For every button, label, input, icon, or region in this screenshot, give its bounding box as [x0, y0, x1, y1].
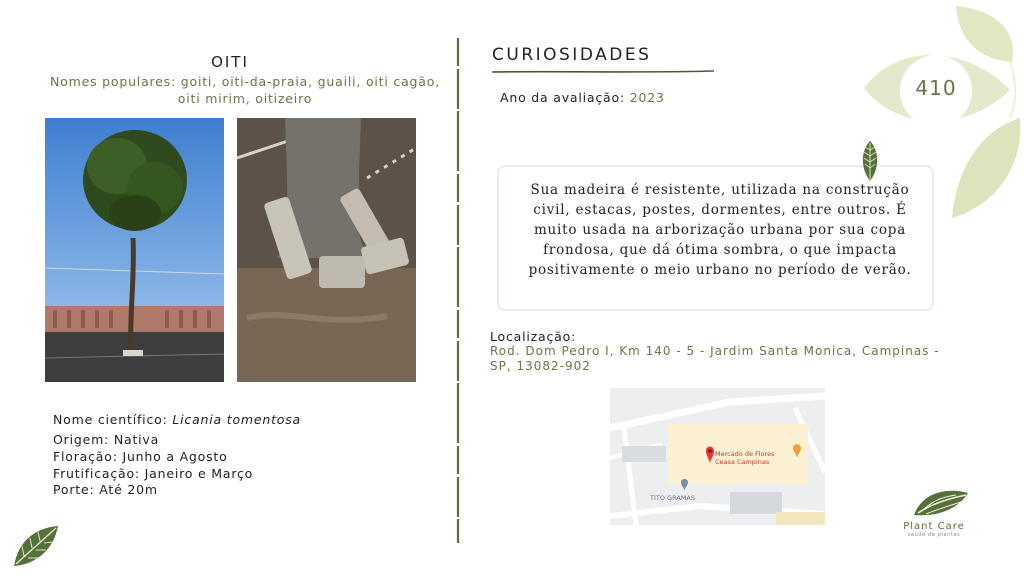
map-place-label: Mercado de Flores — [715, 450, 775, 458]
leaf-icon — [12, 524, 60, 568]
location-map[interactable] — [610, 388, 825, 525]
evaluation-year — [500, 90, 665, 105]
species-title: OITI — [211, 53, 249, 71]
origin-line: Origem: Nativa — [53, 432, 160, 447]
location-address: Rod. Dom Pedro I, Km 140 - 5 - Jardim Santa Monica, Campinas - SP, 13082-902 — [490, 344, 940, 373]
curiosity-text: Sua madeira é resistente, utilizada na construção civil, estacas, postes, dormentes, entre outros. É muito usada na arborização urbana por sua copa frondosa, que dá ótima sombra, o que impacta positivamente o meio urbano no período de verão. — [528, 182, 912, 278]
popular-names: Nomes populares: goiti, oiti-da-praia, guaili, oiti cagão, oiti mirim, oitizeiro — [50, 74, 440, 106]
size-line: Porte: Até 20m — [53, 482, 158, 497]
scientific-name-line — [53, 412, 301, 427]
map-secondary-label: TITO GRAMAS — [650, 494, 695, 502]
brand-name: Plant Care — [903, 521, 965, 532]
location-label: Localização: — [490, 329, 577, 344]
tree-photo — [45, 118, 224, 382]
plant-care-logo — [912, 487, 970, 521]
curiosities-title: CURIOSIDADES — [492, 45, 652, 65]
brand-tagline: saúde de plantas — [907, 532, 961, 538]
scientific-name-label: Nome científico: — [53, 412, 173, 427]
trunk-photo — [237, 118, 416, 382]
flowering-line: Floração: Junho a Agosto — [53, 449, 228, 464]
fruiting-line: Frutificação: Janeiro e Março — [53, 466, 254, 481]
small-leaf-icon — [859, 140, 881, 182]
vertical-divider — [455, 38, 461, 543]
title-underline — [492, 69, 714, 75]
evaluation-year-value: 2023 — [629, 90, 665, 105]
evaluation-year-label: Ano da avaliação: — [500, 90, 630, 105]
map-place-label-2: Ceasa Campinas — [715, 458, 770, 466]
scientific-name: Licania tomentosa — [172, 412, 302, 427]
evaluation-number: 410 — [915, 76, 957, 100]
